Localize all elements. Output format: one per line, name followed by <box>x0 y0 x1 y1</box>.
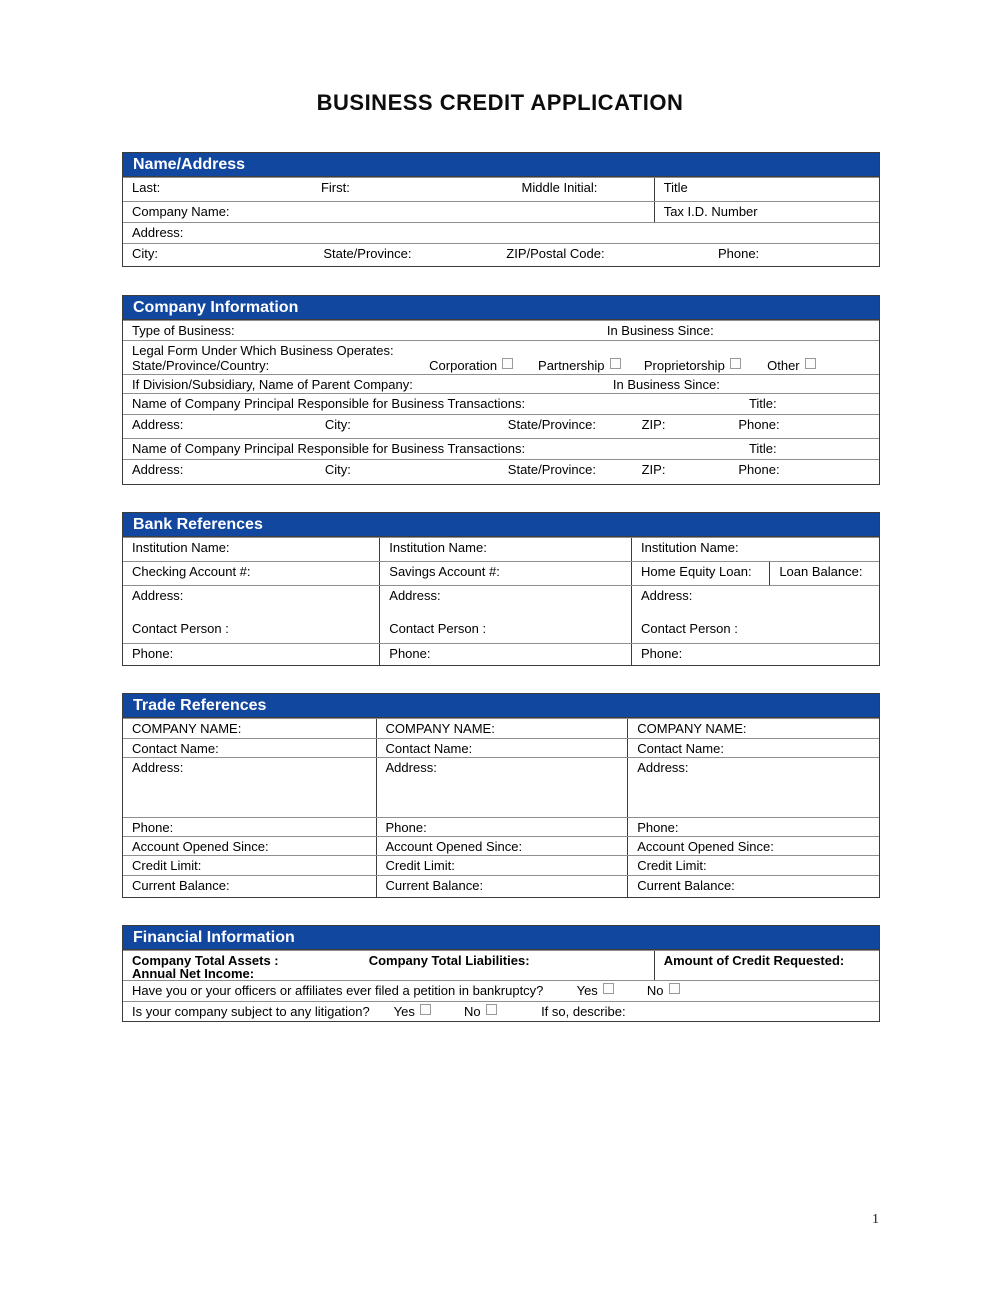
label-litigation-no: No <box>463 1004 481 1019</box>
label-principal-zip-2: ZIP: <box>641 462 666 477</box>
legal-option-proprietorship <box>644 358 741 373</box>
type-of-business-row <box>123 320 879 340</box>
label-trade-company-3: COMPANY NAME: <box>637 721 747 736</box>
label-principal-zip-1: ZIP: <box>641 417 666 432</box>
label-legal-form: Legal Form Under Which Business Operates: <box>132 343 394 358</box>
bank-1-address-cell <box>123 586 379 643</box>
trade-2-company-cell <box>376 719 628 738</box>
form-content <box>122 152 880 1022</box>
label-other: Other <box>767 358 800 373</box>
checking-account-cell <box>123 562 379 585</box>
name-row <box>123 177 879 201</box>
litigation-yes-option <box>394 1004 431 1019</box>
bank-2-institution-cell <box>379 538 631 561</box>
trade-credit-limit-row <box>123 855 879 875</box>
legal-option-partnership <box>538 358 620 373</box>
label-trade-balance-1: Current Balance: <box>132 878 230 893</box>
label-total-liabilities: Company Total Liabilities: <box>368 953 530 968</box>
label-principal-city-2: City: <box>324 462 351 477</box>
label-trade-company-1: COMPANY NAME: <box>132 721 242 736</box>
bank-2-address-cell <box>379 586 631 643</box>
label-middle-initial: Middle Initial: <box>521 180 598 195</box>
principal-row-2 <box>123 438 879 459</box>
accounts-row <box>123 561 879 585</box>
litigation-row <box>123 1001 879 1021</box>
label-contact-person-2: Contact Person : <box>389 621 487 636</box>
label-bank-phone-1: Phone: <box>132 646 174 661</box>
label-principal-city-1: City: <box>324 417 351 432</box>
trade-contact-row <box>123 738 879 757</box>
label-trade-phone-2: Phone: <box>385 820 427 835</box>
assets-liabilities-cell <box>123 951 654 980</box>
trade-2-limit-cell <box>376 856 628 875</box>
trade-2-phone-cell <box>376 818 628 836</box>
label-bankruptcy-question: Have you or your officers or affiliates ever filed a petition in bankruptcy? <box>132 983 544 998</box>
label-principal-phone-2: Phone: <box>738 462 780 477</box>
trade-3-contact-cell <box>627 739 879 757</box>
label-address: Address: <box>132 225 184 240</box>
principal-address-row-1 <box>123 414 879 438</box>
label-phone: Phone: <box>717 246 760 261</box>
label-if-so-describe: If so, describe: <box>541 1004 626 1019</box>
label-trade-opened-3: Account Opened Since: <box>637 839 774 854</box>
label-principal-state-2: State/Province: <box>507 462 596 477</box>
label-first: First: <box>320 180 350 195</box>
label-division-subsidiary: If Division/Subsidiary, Name of Parent Company: <box>132 377 413 392</box>
label-principal-state-1: State/Province: <box>507 417 596 432</box>
label-principal-1: Name of Company Principal Responsible for Business Transactions: <box>132 396 526 411</box>
label-in-business-since: In Business Since: <box>606 323 714 338</box>
proprietorship-checkbox[interactable] <box>730 358 741 369</box>
bankruptcy-yes-checkbox[interactable] <box>603 983 614 994</box>
name-fields-cell <box>123 178 654 201</box>
section-header-financial-information: Financial Information <box>123 926 879 950</box>
label-institution-3: Institution Name: <box>641 540 739 555</box>
label-home-equity-loan: Home Equity Loan: <box>641 564 752 579</box>
label-trade-opened-1: Account Opened Since: <box>132 839 269 854</box>
bank-3-address-cell <box>631 586 879 643</box>
legal-option-other <box>767 358 816 373</box>
amount-requested-cell <box>654 951 879 980</box>
bank-2-phone-cell <box>379 644 631 665</box>
label-principal-title-1: Title: <box>748 396 777 411</box>
trade-3-phone-cell <box>627 818 879 836</box>
trade-3-address-cell <box>627 758 879 817</box>
equity-loan-cell <box>631 562 879 585</box>
legal-option-corporation <box>429 358 513 373</box>
label-bankruptcy-no: No <box>646 983 664 998</box>
label-bank-address-3: Address: <box>641 588 693 603</box>
division-row <box>123 374 879 393</box>
label-trade-limit-3: Credit Limit: <box>637 858 707 873</box>
label-institution-1: Institution Name: <box>132 540 230 555</box>
bankruptcy-no-checkbox[interactable] <box>669 983 680 994</box>
litigation-no-checkbox[interactable] <box>486 1004 497 1015</box>
label-principal-2: Name of Company Principal Responsible for Business Transactions: <box>132 441 526 456</box>
label-zip-postal: ZIP/Postal Code: <box>506 246 605 261</box>
bankruptcy-no-option <box>647 983 680 998</box>
bank-1-institution-cell <box>123 538 379 561</box>
trade-3-balance-cell <box>627 876 879 897</box>
section-header-bank-references: Bank References <box>123 513 879 537</box>
savings-account-cell <box>379 562 631 585</box>
label-state-province-country: State/Province/Country: <box>132 358 270 373</box>
section-company-information <box>122 295 880 485</box>
label-bank-phone-2: Phone: <box>389 646 431 661</box>
label-contact-person-3: Contact Person : <box>641 621 738 636</box>
totals-row <box>123 950 879 980</box>
bankruptcy-row <box>123 980 879 1001</box>
label-trade-limit-1: Credit Limit: <box>132 858 202 873</box>
section-name-address <box>122 152 880 267</box>
loan-balance-cell <box>769 562 879 585</box>
home-equity-loan-cell <box>632 562 769 585</box>
label-bankruptcy-yes: Yes <box>576 983 598 998</box>
corporation-checkbox[interactable] <box>502 358 513 369</box>
label-type-of-business: Type of Business: <box>132 323 235 338</box>
trade-3-opened-cell <box>627 837 879 855</box>
label-loan-balance: Loan Balance: <box>779 564 863 579</box>
label-institution-2: Institution Name: <box>389 540 487 555</box>
company-name-row <box>123 201 879 222</box>
label-amount-requested: Amount of Credit Requested: <box>663 953 845 968</box>
trade-current-balance-row <box>123 875 879 897</box>
label-trade-address-1: Address: <box>132 760 184 775</box>
trade-company-name-row <box>123 718 879 738</box>
tax-id-cell <box>654 202 879 222</box>
label-checking-account: Checking Account #: <box>132 564 251 579</box>
label-trade-address-2: Address: <box>385 760 437 775</box>
label-contact-person-1: Contact Person : <box>132 621 229 636</box>
label-trade-company-2: COMPANY NAME: <box>385 721 495 736</box>
litigation-no-option <box>464 1004 497 1019</box>
principal-row-1 <box>123 393 879 414</box>
section-header-trade-references: Trade References <box>123 694 879 718</box>
label-trade-contact-3: Contact Name: <box>637 741 724 756</box>
trade-2-contact-cell <box>376 739 628 757</box>
city-state-zip-row <box>123 243 879 266</box>
trade-1-address-cell <box>123 758 376 817</box>
label-trade-limit-2: Credit Limit: <box>385 858 455 873</box>
label-proprietorship: Proprietorship <box>643 358 725 373</box>
title-cell <box>654 178 879 201</box>
label-last: Last: <box>132 180 161 195</box>
label-company-name: Company Name: <box>132 204 230 219</box>
page-title: BUSINESS CREDIT APPLICATION <box>316 90 684 115</box>
trade-account-opened-row <box>123 836 879 855</box>
label-state-province: State/Province: <box>323 246 412 261</box>
trade-3-company-cell <box>627 719 879 738</box>
institution-name-row <box>123 537 879 561</box>
label-trade-phone-1: Phone: <box>132 820 174 835</box>
label-bank-phone-3: Phone: <box>641 646 683 661</box>
section-bank-references <box>122 512 880 666</box>
partnership-checkbox[interactable] <box>610 358 621 369</box>
label-corporation: Corporation <box>429 358 498 373</box>
label-trade-address-3: Address: <box>637 760 689 775</box>
trade-1-balance-cell <box>123 876 376 897</box>
label-title: Title <box>663 180 688 195</box>
section-header-name-address: Name/Address <box>123 153 879 177</box>
section-header-company-information: Company Information <box>123 296 879 320</box>
label-principal-title-2: Title: <box>748 441 777 456</box>
trade-2-opened-cell <box>376 837 628 855</box>
legal-form-row <box>123 340 879 374</box>
bankruptcy-yes-option <box>577 983 614 998</box>
label-trade-opened-2: Account Opened Since: <box>385 839 523 854</box>
label-partnership: Partnership <box>538 358 605 373</box>
label-bank-address-1: Address: <box>132 588 184 603</box>
trade-1-phone-cell <box>123 818 376 836</box>
label-tax-id: Tax I.D. Number <box>663 204 758 219</box>
label-bank-address-2: Address: <box>389 588 441 603</box>
trade-phone-row <box>123 817 879 836</box>
label-in-business-since-2: In Business Since: <box>612 377 720 392</box>
label-annual-net-income: Annual Net Income: <box>132 966 255 981</box>
other-checkbox[interactable] <box>805 358 816 369</box>
bank-3-institution-cell <box>631 538 879 561</box>
bank-phone-row <box>123 643 879 665</box>
trade-1-opened-cell <box>123 837 376 855</box>
label-city: City: <box>132 246 158 261</box>
label-trade-phone-3: Phone: <box>637 820 679 835</box>
litigation-yes-checkbox[interactable] <box>420 1004 431 1015</box>
page-number: 1 <box>872 1212 879 1227</box>
label-litigation-question: Is your company subject to any litigation? <box>132 1004 370 1019</box>
trade-2-balance-cell <box>376 876 628 897</box>
trade-2-address-cell <box>376 758 628 817</box>
label-savings-account: Savings Account #: <box>389 564 500 579</box>
trade-1-company-cell <box>123 719 376 738</box>
trade-1-limit-cell <box>123 856 376 875</box>
label-principal-address-2: Address: <box>132 462 184 477</box>
section-financial-information <box>122 925 880 1022</box>
label-principal-address-1: Address: <box>132 417 184 432</box>
bank-3-phone-cell <box>631 644 879 665</box>
trade-3-limit-cell <box>627 856 879 875</box>
label-trade-contact-1: Contact Name: <box>132 741 219 756</box>
trade-1-contact-cell <box>123 739 376 757</box>
label-trade-contact-2: Contact Name: <box>385 741 473 756</box>
bank-1-phone-cell <box>123 644 379 665</box>
label-trade-balance-3: Current Balance: <box>637 878 735 893</box>
address-row <box>123 222 879 243</box>
bank-address-contact-row <box>123 585 879 643</box>
trade-address-row <box>123 757 879 817</box>
company-name-cell <box>123 202 654 222</box>
section-trade-references <box>122 693 880 898</box>
label-litigation-yes: Yes <box>393 1004 415 1019</box>
label-trade-balance-2: Current Balance: <box>385 878 484 893</box>
label-total-assets: Company Total Assets : <box>132 953 279 968</box>
label-principal-phone-1: Phone: <box>738 417 780 432</box>
principal-address-row-2 <box>123 459 879 484</box>
